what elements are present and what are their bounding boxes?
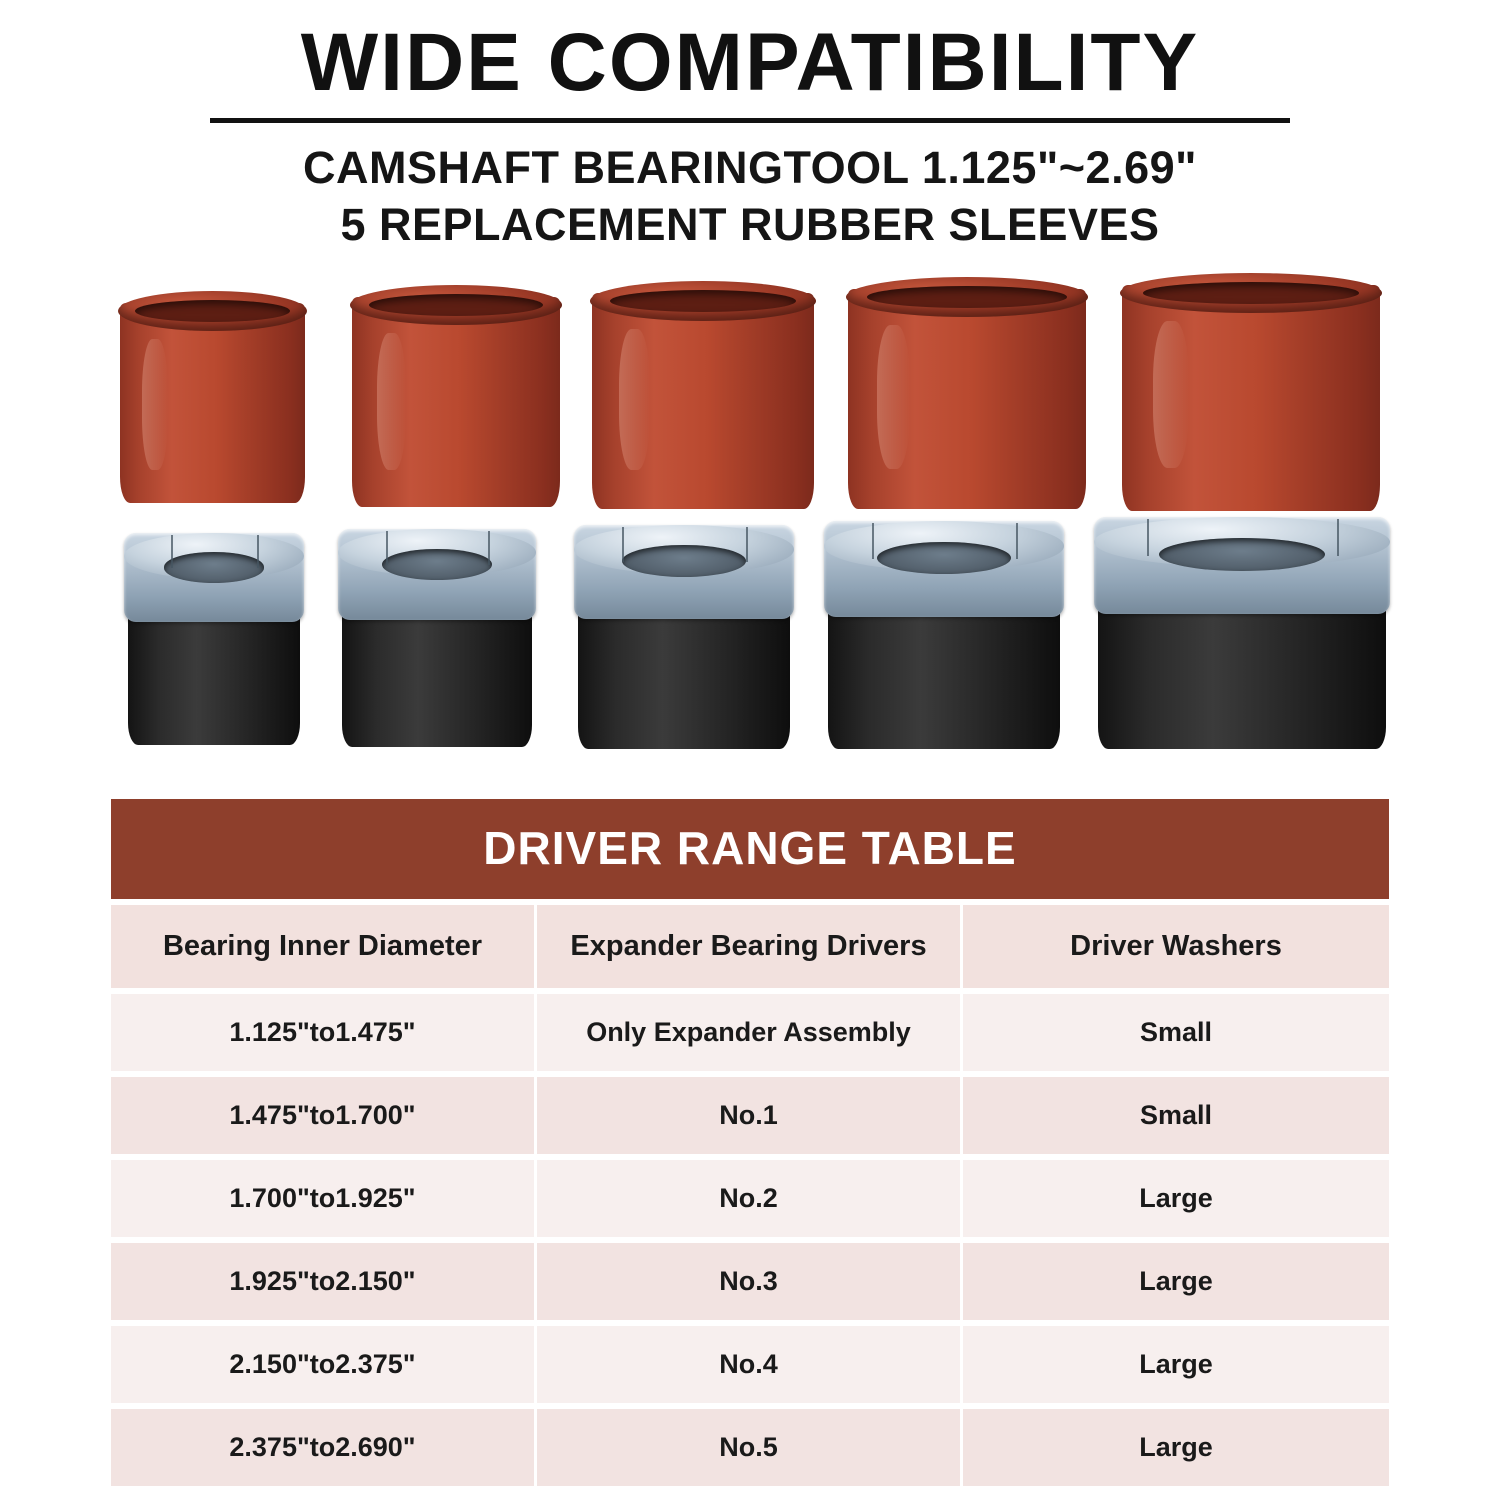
cell-expander-bearing-driver: No.4 [537, 1326, 963, 1403]
driver-washer-seam [488, 531, 490, 566]
cell-driver-washer: Large [963, 1160, 1389, 1237]
table-header-row-group [111, 905, 1389, 988]
table-row [111, 1160, 1389, 1237]
rubber-sleeve-2 [352, 285, 560, 507]
table-heading: DRIVER RANGE TABLE [111, 799, 1389, 899]
driver-assembly-1 [128, 533, 300, 745]
table-row [111, 994, 1389, 1071]
cell-expander-bearing-driver: No.5 [537, 1409, 963, 1486]
table-row [111, 1409, 1389, 1486]
sleeve-highlight [619, 329, 650, 470]
driver-washer-seam [1016, 523, 1018, 559]
cell-driver-washer: Large [963, 1409, 1389, 1486]
driver-rubber-body [128, 609, 300, 745]
sleeve-bore [135, 300, 290, 322]
driver-washer-bore [622, 545, 745, 577]
page-title: WIDE COMPATIBILITY [300, 17, 1200, 108]
page-subtitle [0, 141, 1500, 253]
cell-expander-bearing-driver: No.3 [537, 1243, 963, 1320]
sleeve-bore [1143, 282, 1360, 304]
sleeve-highlight [377, 333, 406, 471]
driver-range-table [111, 899, 1389, 1492]
driver-washer [1094, 517, 1390, 614]
cell-bearing-inner-diameter: 2.375"to2.690" [111, 1409, 537, 1486]
cell-bearing-inner-diameter: 1.925"to2.150" [111, 1243, 537, 1320]
driver-washer [574, 525, 794, 619]
driver-washer-seam [1337, 519, 1339, 556]
cell-bearing-inner-diameter: 1.700"to1.925" [111, 1160, 537, 1237]
driver-assembly-3 [578, 525, 790, 749]
column-header-driver-washers: Driver Washers [963, 905, 1389, 988]
rubber-sleeve-4 [848, 277, 1086, 509]
cell-expander-bearing-driver: Only Expander Assembly [537, 994, 963, 1071]
cell-expander-bearing-driver: No.2 [537, 1160, 963, 1237]
table-row [111, 1326, 1389, 1403]
sleeve-bore [610, 290, 796, 312]
cell-driver-washer: Small [963, 1077, 1389, 1154]
driver-rubber-body [578, 605, 790, 748]
cell-bearing-inner-diameter: 1.125"to1.475" [111, 994, 537, 1071]
driver-assembly-2 [342, 529, 532, 747]
driver-rubber-body [828, 603, 1060, 749]
cell-bearing-inner-diameter: 1.475"to1.700" [111, 1077, 537, 1154]
driver-washer-seam [257, 535, 259, 569]
sleeve-highlight [1153, 321, 1189, 469]
cell-bearing-inner-diameter: 2.150"to2.375" [111, 1326, 537, 1403]
sleeve-bore [369, 294, 544, 316]
driver-rubber-body [1098, 600, 1386, 748]
driver-washer-bore [877, 542, 1011, 575]
sleeve-highlight [142, 339, 168, 470]
column-header-expander-bearing-drivers: Expander Bearing Drivers [537, 905, 963, 988]
table-body [111, 994, 1389, 1486]
driver-washer [338, 529, 536, 621]
cell-expander-bearing-driver: No.1 [537, 1077, 963, 1154]
cell-driver-washer: Large [963, 1243, 1389, 1320]
rubber-sleeve-3 [592, 281, 814, 509]
driver-washer-seam [622, 527, 624, 563]
title-underline-divider [210, 118, 1290, 123]
driver-washer-seam [746, 527, 748, 563]
subtitle-line-2: 5 REPLACEMENT RUBBER SLEEVES [340, 198, 1160, 250]
page-header [0, 0, 1500, 253]
rubber-sleeve-5 [1122, 273, 1380, 511]
driver-washer [124, 533, 304, 622]
driver-washer [824, 521, 1064, 617]
driver-range-table-section [111, 799, 1389, 1492]
table-row [111, 1243, 1389, 1320]
cell-driver-washer: Large [963, 1326, 1389, 1403]
driver-washer-seam [872, 523, 874, 559]
subtitle-line-1: CAMSHAFT BEARINGTOOL 1.125"~2.69" [303, 142, 1197, 193]
driver-assembly-5 [1098, 517, 1386, 749]
driver-washer-seam [171, 535, 173, 569]
driver-washer-bore [1159, 538, 1325, 571]
driver-washer-seam [386, 531, 388, 566]
column-header-bearing-inner-diameter: Bearing Inner Diameter [111, 905, 537, 988]
table-header-row [111, 905, 1389, 988]
sleeve-bore [867, 286, 1067, 308]
driver-washer-bore [382, 549, 493, 580]
cell-driver-washer: Small [963, 994, 1389, 1071]
driver-assembly-4 [828, 521, 1060, 749]
table-row [111, 1077, 1389, 1154]
driver-rubber-body [342, 607, 532, 747]
driver-washer-bore [164, 552, 265, 582]
product-photo [0, 271, 1500, 791]
driver-washer-seam [1147, 519, 1149, 556]
sleeve-highlight [877, 325, 910, 469]
rubber-sleeve-1 [120, 291, 305, 503]
